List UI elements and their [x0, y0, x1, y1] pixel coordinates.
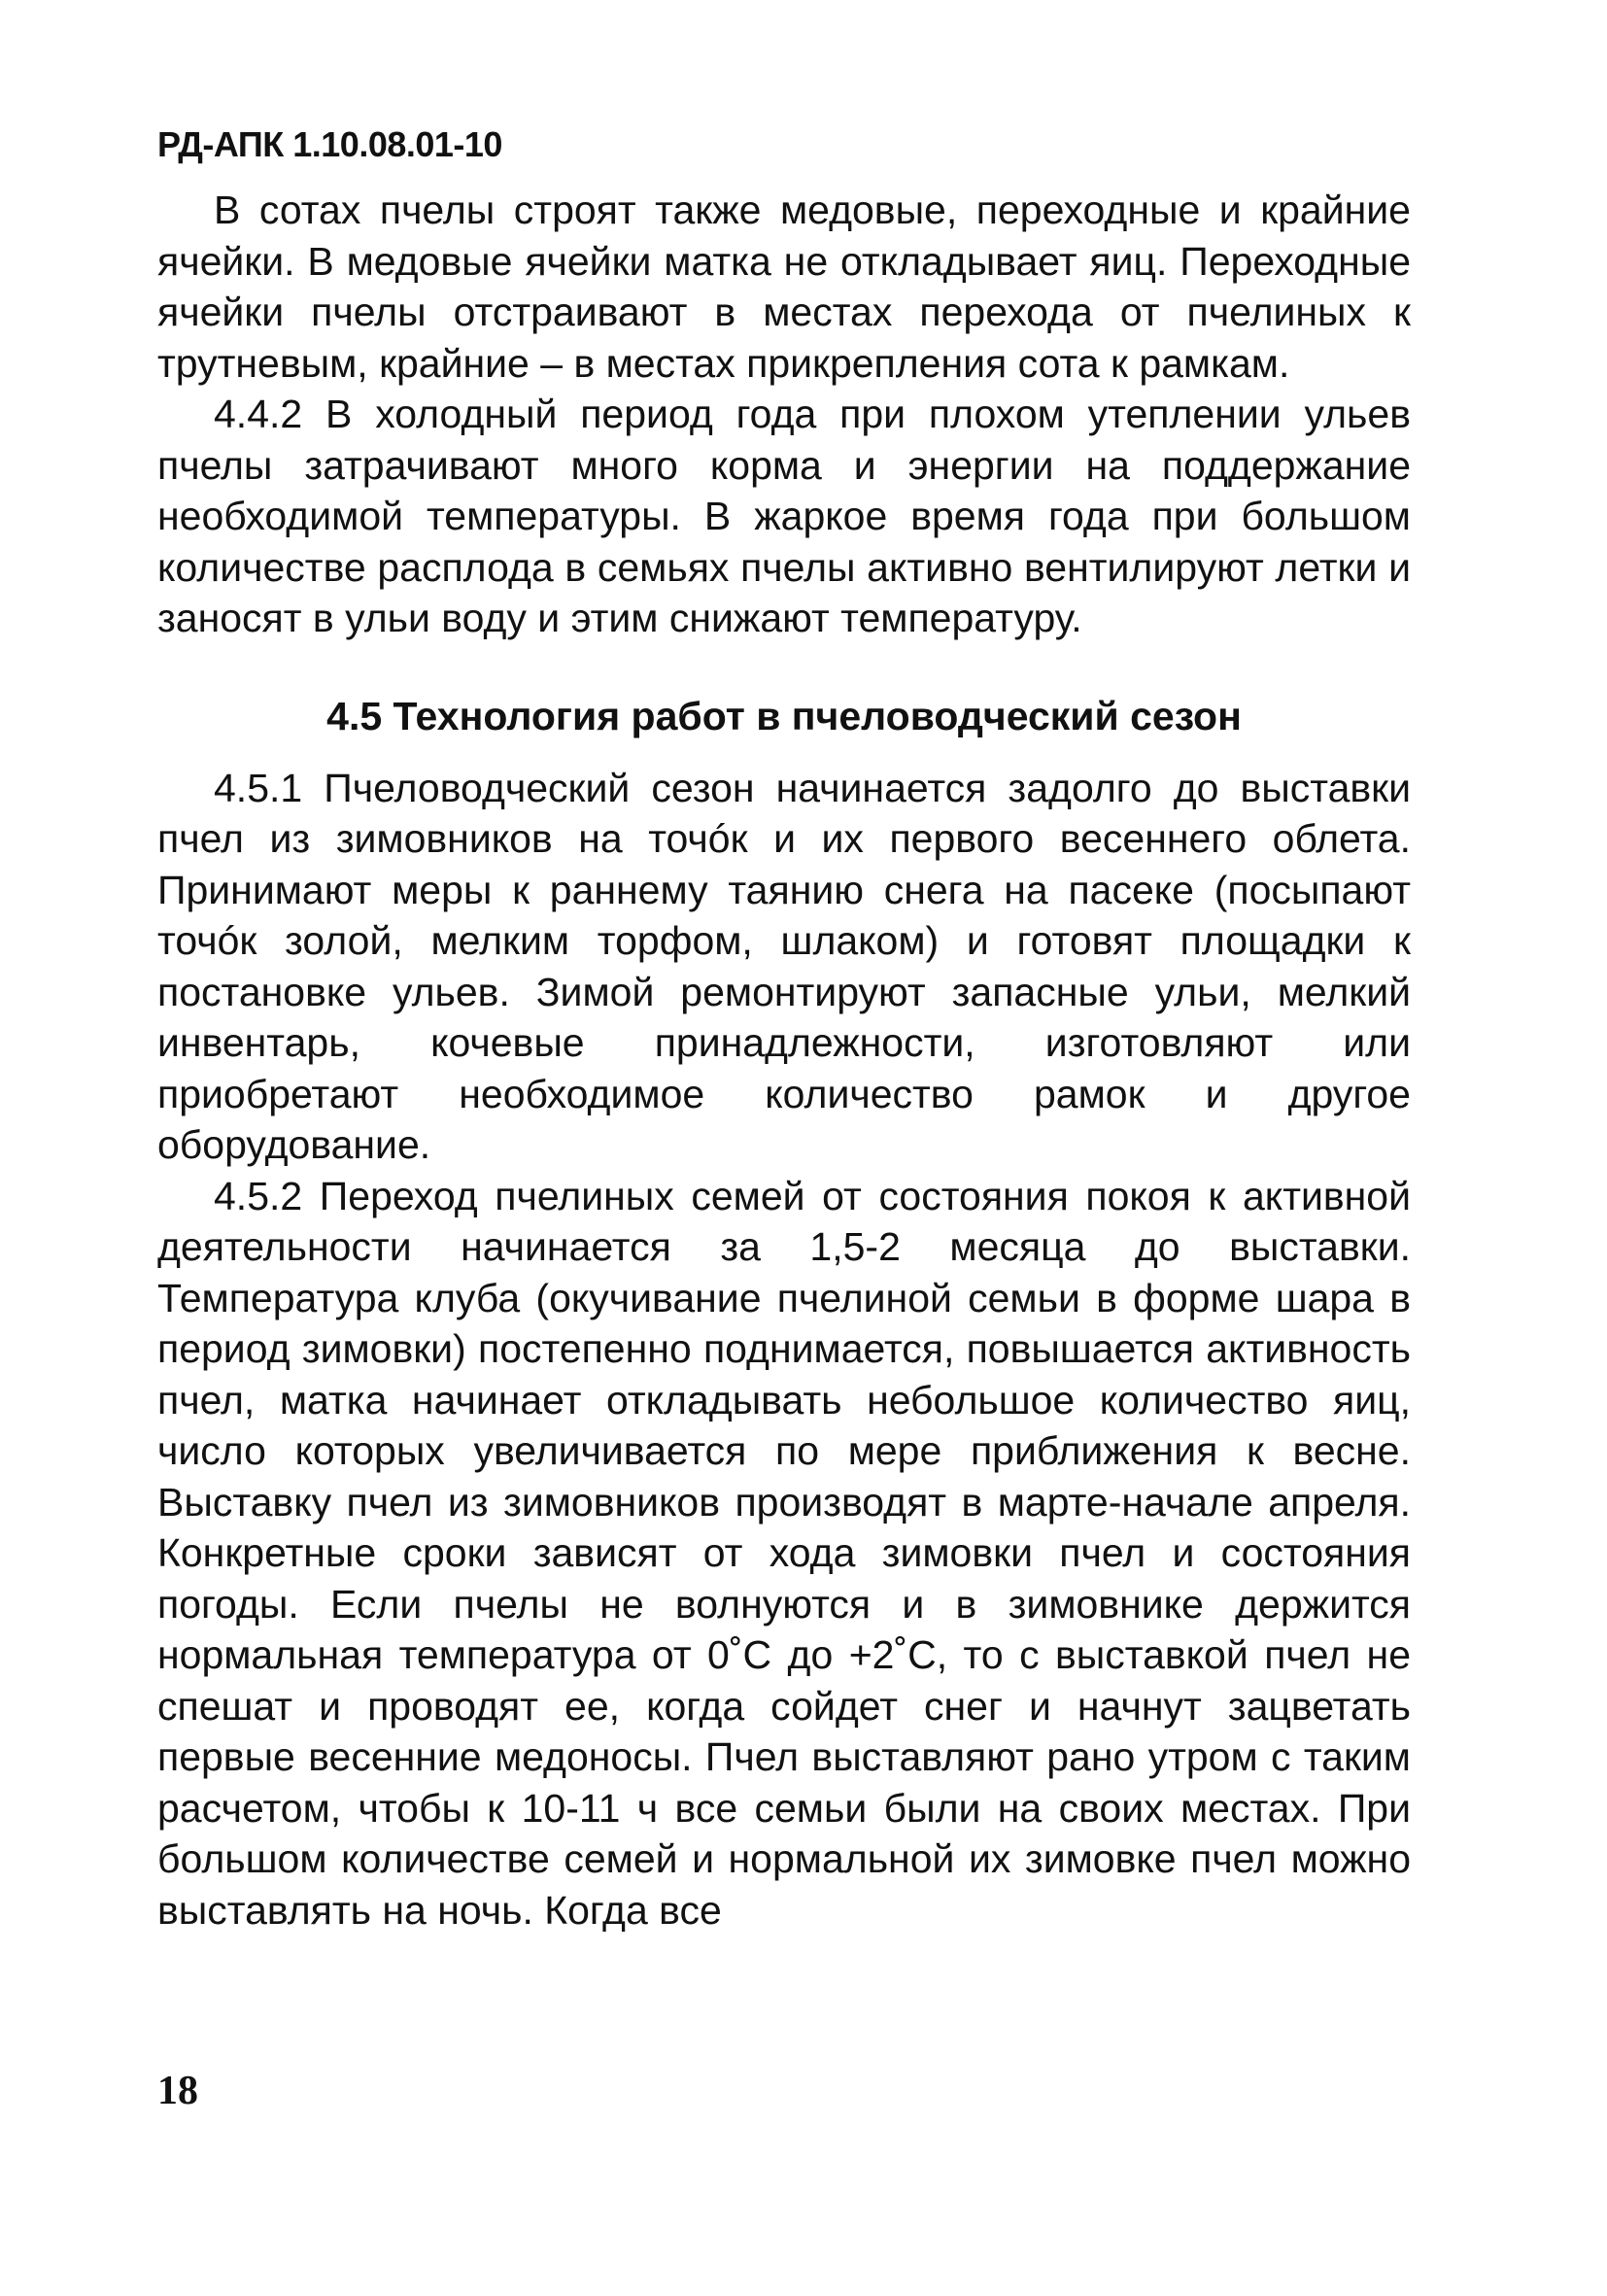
paragraph-4-5-1: 4.5.1 Пчеловодческий сезон начинается задолго до выставки пчел из зимовников на точóк и их первого весеннего облета. Принимают меры к раннему таянию снега на пасеке (посыпают точóк золой, мелким торфом, шлаком) и готовят площадки к постановке ульев. Зимой ремонтируют запасные ульи, мелкий инвентарь, кочевые принадлежности, изготовляют или приобретают необходимое количество рамок и другое оборудование.	[157, 765, 1411, 1167]
document-body	[157, 185, 1411, 1936]
section-heading-4-5: 4.5 Технология работ в пчеловодческий сезон	[326, 693, 1242, 738]
page-number: 18	[157, 2069, 198, 2113]
document-code-header: РД-АПК 1.10.08.01-10	[157, 124, 502, 164]
paragraph-4-4-2: 4.4.2 В холодный период года при плохом утеплении ульев пчелы затрачивают много корма и энергии на поддержание необходимой температуры. В жаркое время года при большом количестве расплода в семьях пчелы активно вентилируют летки и заносят в ульи воду и этим снижают температуру.	[157, 392, 1411, 640]
paragraph-4-5-2: 4.5.2 Переход пчелиных семей от состояния покоя к активной деятельности начинается за 1,5-2 месяца до выставки. Температура клуба (окучивание пчелиной семьи в форме шара в период зимовки) постепенно поднимается, повышается активность пчел, матка начинает откладывать небольшое количество яиц, число которых увеличивается по мере приближения к весне. Выставку пчел из зимовников производят в марте-начале апреля. Конкретные сроки зависят от хода зимовки пчел и состояния погоды. Если пчелы не волнуются и в зимовнике держится нормальная температура от 0˚С до +2˚С, то с выставкой пчел не спешат и проводят ее, когда сойдет снег и начнут зацветать первые весенние медоносы. Пчел выставляют рано утром с таким расчетом, чтобы к 10-11 ч все семьи были на своих местах. При большом количестве семей и нормальной их зимовке пчел можно выставлять на ночь. Когда все	[157, 1173, 1411, 1933]
paragraph-cells: В сотах пчелы строят также медовые, переходные и крайние ячейки. В медовые ячейки матка не откладывает яиц. Переходные ячейки пчелы отстраивают в местах перехода от пчелиных к трутневым, крайние – в местах прикрепления сота к рамкам.	[157, 188, 1411, 386]
